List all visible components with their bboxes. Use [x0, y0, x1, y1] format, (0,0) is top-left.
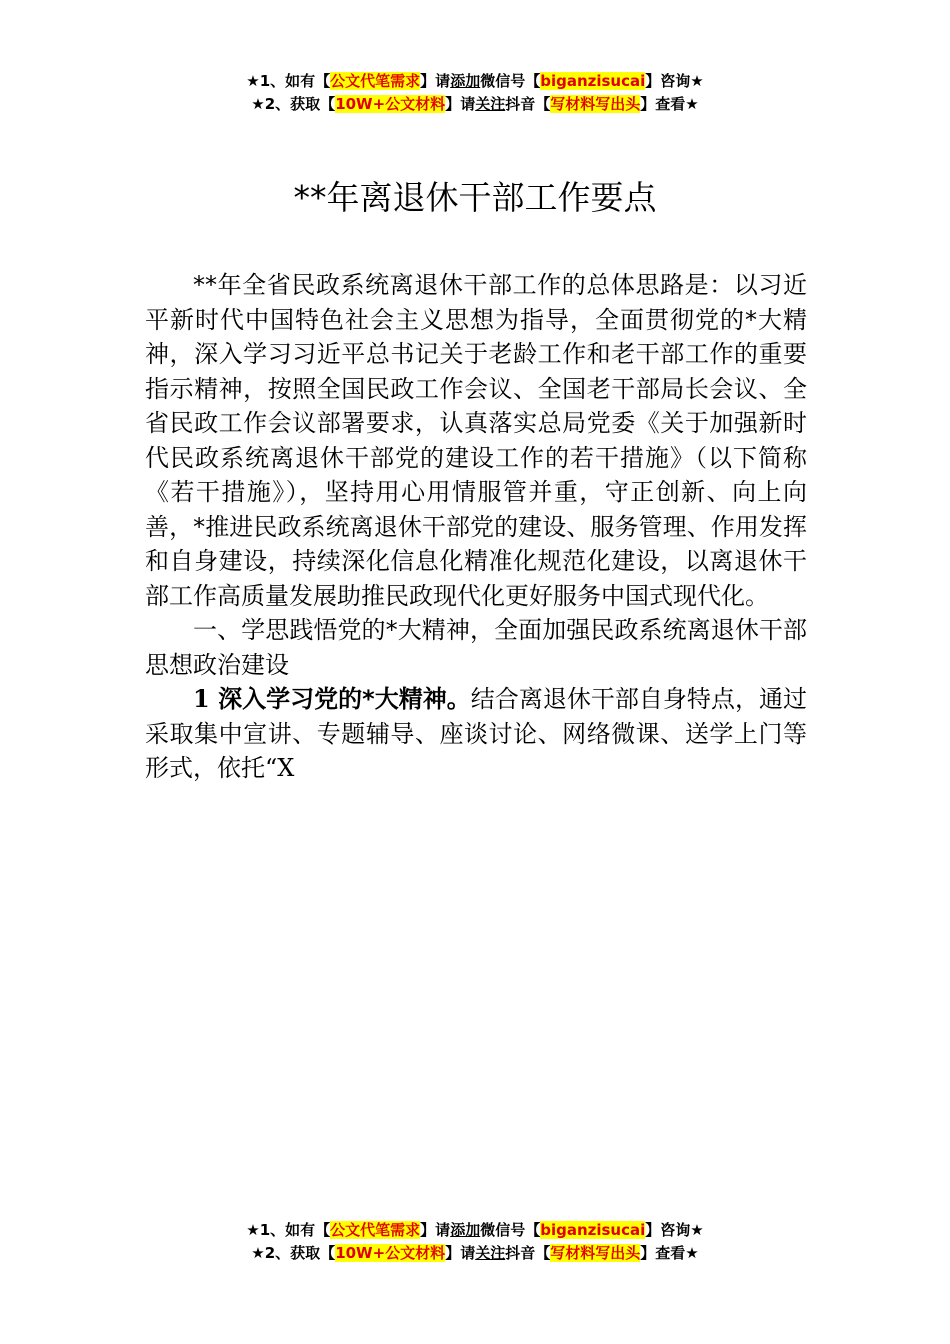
underlined-text: 关注 [475, 95, 506, 113]
document-title: **年离退休干部工作要点 [293, 178, 657, 217]
footer-banner [0, 1219, 950, 1265]
banner-line-1: ★1、如有【公文代笔需求】请添加微信号【biganzisucai】咨询★ [246, 72, 704, 90]
item-text-tail: “X [265, 754, 295, 782]
highlight-text: biganzisucai [540, 72, 646, 90]
item-heading: 1 深入学习党的*大精神。 [193, 684, 471, 713]
highlight-text: 公文代笔需求 [330, 72, 421, 90]
highlight-text: 写材料写出头 [550, 1244, 641, 1262]
paragraph-intro: **年全省民政系统离退休干部工作的总体思路是：以习近平新时代中国特色社会主义思想为指导，全面贯彻党的*大精神，深入学习习近平总书记关于老龄工作和老干部工作的重要指示精神，按照全国民政工作会议、全国老干部局长会议、全省民政工作会议部署要求，认真落实总局党委《关于加强新时代民政系统离退休干部党的建设工作的若干措施》（以下简称《若干措施》），坚持用心用情服管并重，守正创新、向上向善，*推进民政系统离退休干部党的建设、服务管理、作用发挥和自身建设，持续深化信息化精准化规范化建设，以离退休干部工作高质量发展助推民政现代化更好服务中国式现代化。 [145, 271, 807, 610]
highlight-text: biganzisucai [540, 1221, 646, 1239]
underlined-text: 添加 [450, 72, 481, 90]
highlight-text: 10W+公文材料 [335, 95, 446, 113]
item-number: 1 [193, 684, 210, 713]
highlight-text: 写材料写出头 [550, 95, 641, 113]
banner-line-2: ★2、获取【10W+公文材料】请关注抖音【写材料写出头】查看★ [251, 95, 699, 113]
header-banner [0, 70, 950, 116]
item-text: 结合离退休干部自身特点，通过采取集中宣讲、专题辅导、座谈讨论、网络微课、送学上门等形式，依托 [145, 685, 807, 782]
banner-line-1: ★1、如有【公文代笔需求】请添加微信号【biganzisucai】咨询★ [246, 1221, 704, 1239]
highlight-text: 10W+公文材料 [335, 1244, 446, 1262]
document-body [145, 268, 807, 786]
section-heading: 一、学思践悟党的*大精神，全面加强民政系统离退休干部思想政治建设 [145, 616, 807, 679]
item-paragraph [145, 682, 807, 786]
underlined-text: 添加 [450, 1221, 481, 1239]
banner-line-2: ★2、获取【10W+公文材料】请关注抖音【写材料写出头】查看★ [251, 1244, 699, 1262]
highlight-text: 公文代笔需求 [330, 1221, 421, 1239]
underlined-text: 关注 [475, 1244, 506, 1262]
